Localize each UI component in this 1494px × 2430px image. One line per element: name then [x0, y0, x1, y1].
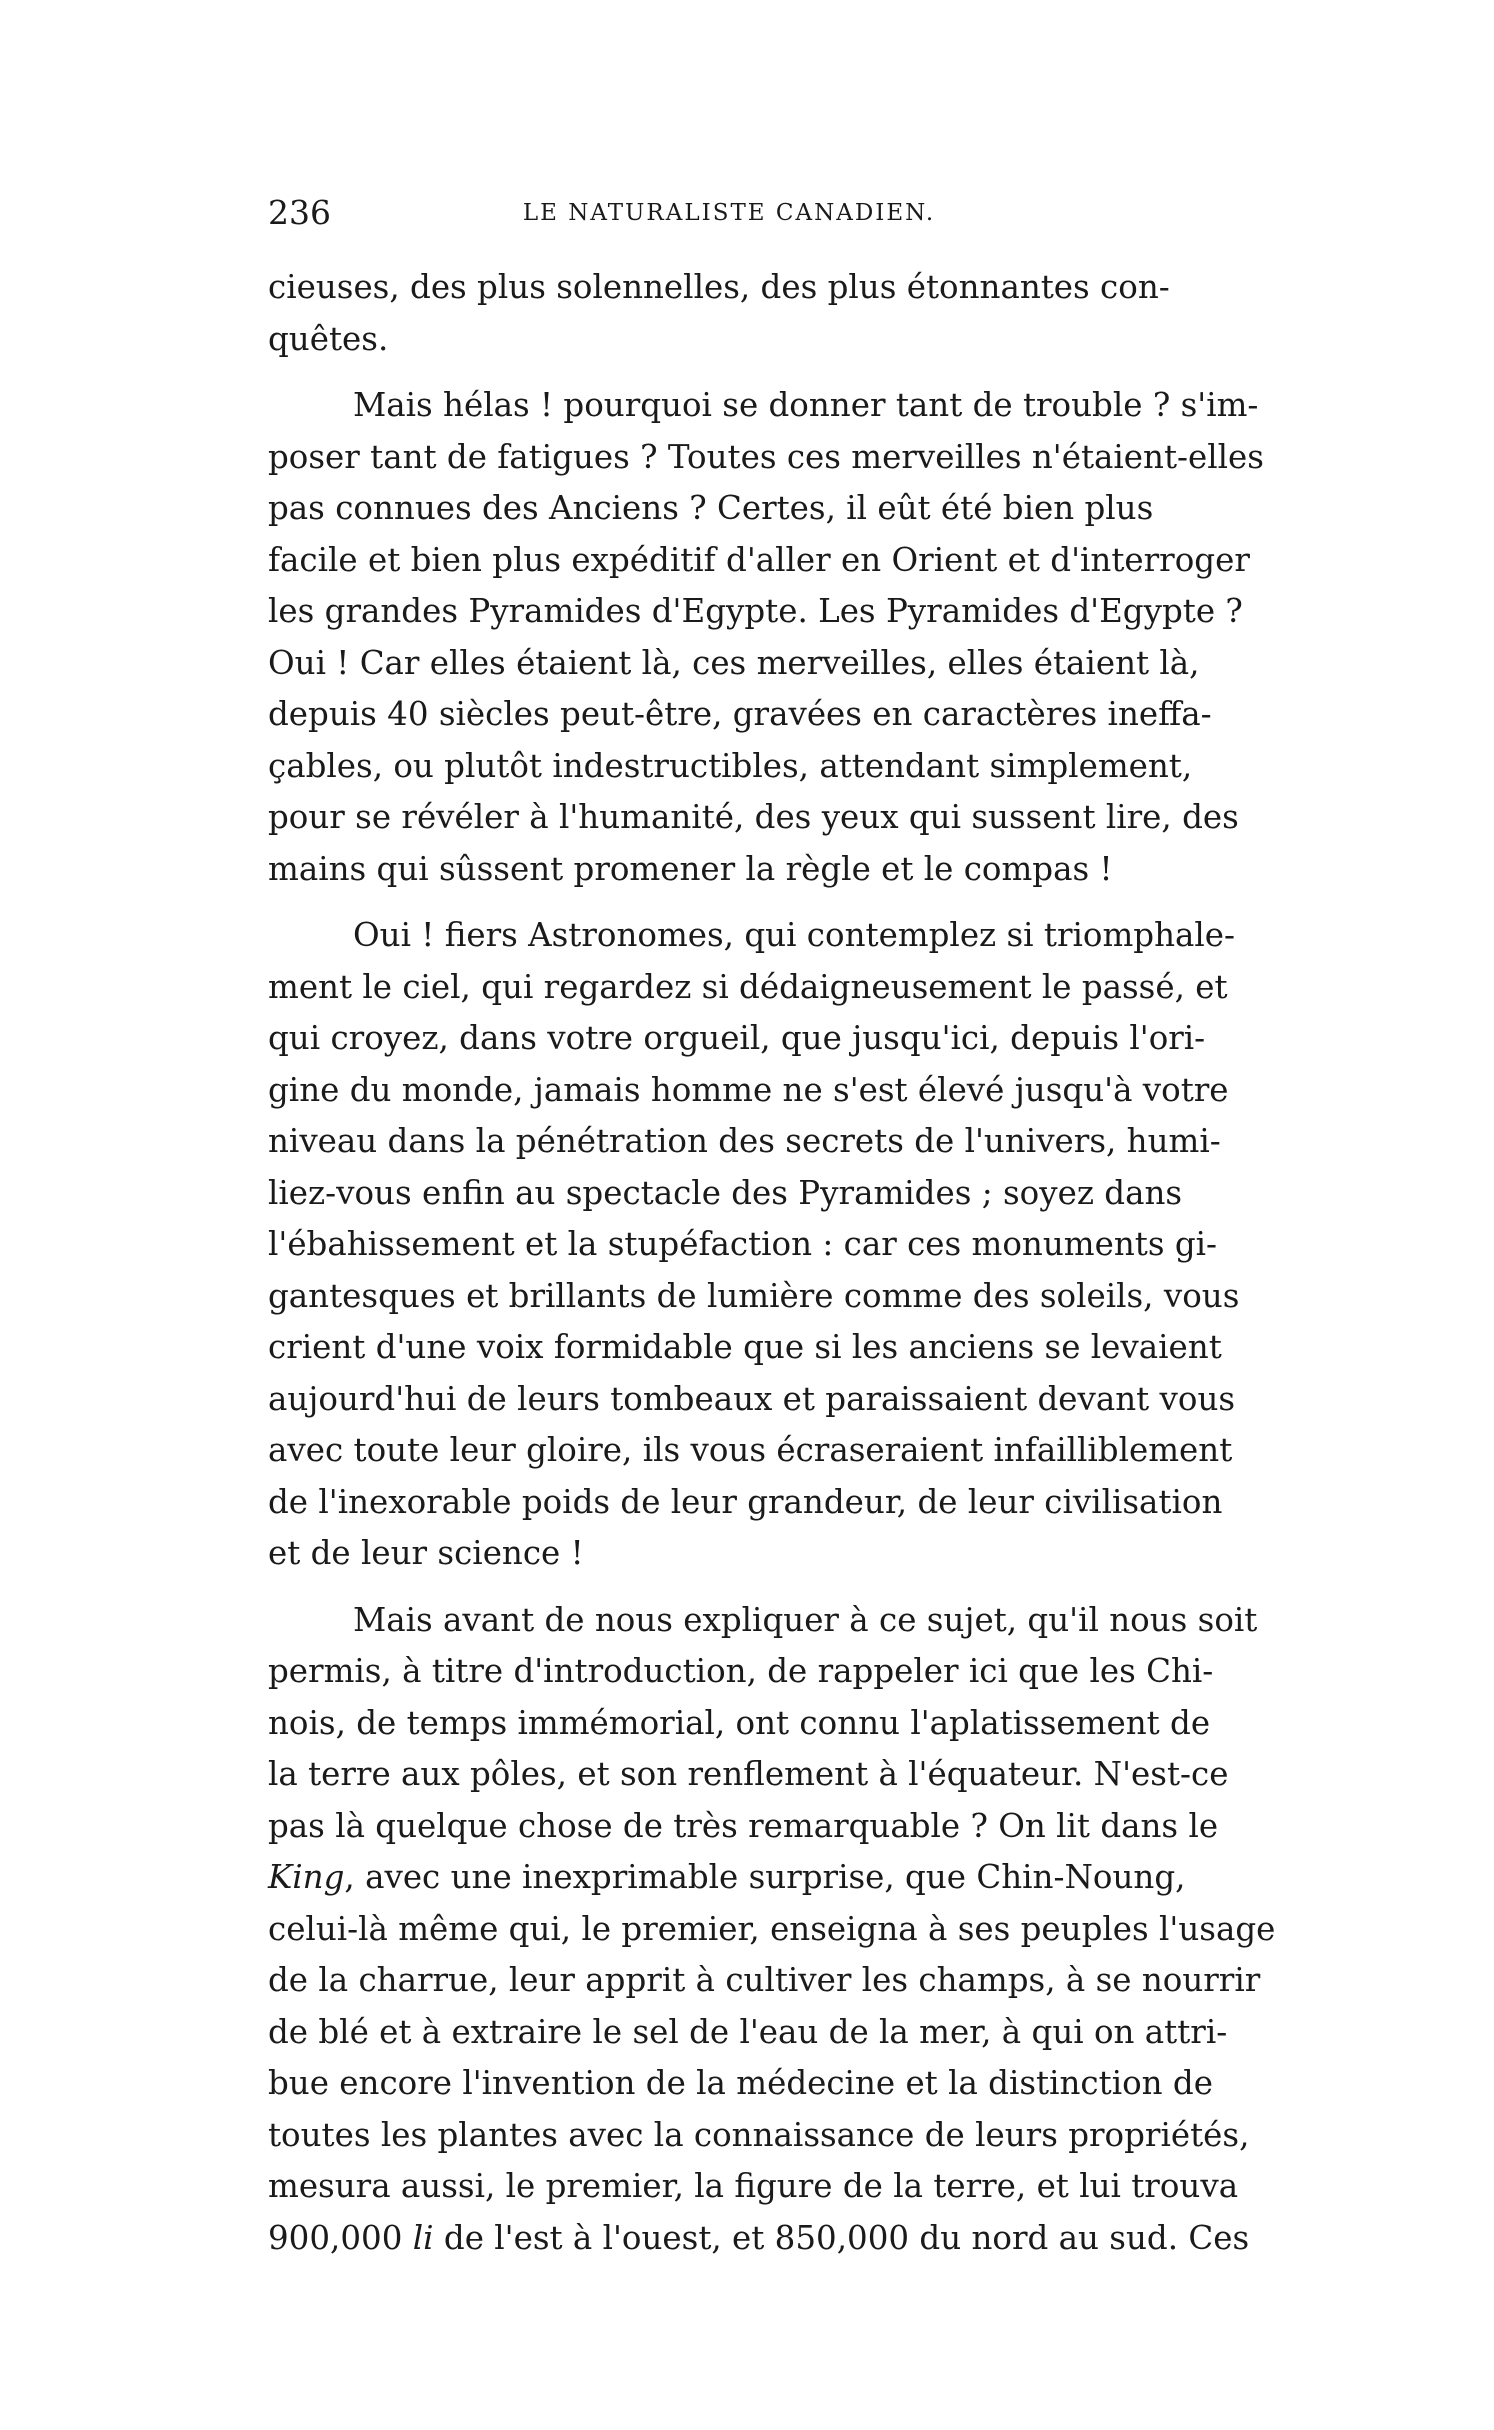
text-line: bue encore l'invention de la médecine et la distinction de	[268, 2064, 1213, 2102]
text-line: liez-vous enfin au spectacle des Pyramides ; soyez dans	[268, 1173, 1183, 1212]
page-number: 236	[268, 193, 331, 232]
text-line	[268, 2213, 1250, 2265]
text-line: pas là quelque chose de très remarquable ? On lit dans le	[268, 1806, 1219, 1845]
text-line: cieuses, des plus solennelles, des plus étonnantes con-	[268, 268, 1170, 306]
text-fragment: 900,000	[268, 2218, 403, 2257]
text-line: pour se révéler à l'humanité, des yeux qui sussent lire, des	[268, 798, 1239, 836]
text-line: Mais avant de nous expliquer à ce sujet, qu'il nous soit	[353, 1600, 1258, 1639]
text-fragment: , avec une inexprimable surprise, que Chin-Noung,	[344, 1858, 1186, 1896]
text-line: Oui ! fiers Astronomes, qui contemplez si triomphale-	[353, 916, 1236, 954]
paragraph-4	[268, 1595, 1276, 2265]
text-line: de blé et à extraire le sel de l'eau de la mer, à qui on attri-	[268, 2012, 1228, 2051]
running-head	[268, 190, 1150, 236]
text-line: de l'inexorable poids de leur grandeur, de leur civilisation	[268, 1482, 1223, 1521]
text-line: mains qui sûssent promener la règle et le compas !	[268, 849, 1113, 888]
text-line: poser tant de fatigues ? Toutes ces merveilles n'étaient-elles	[268, 437, 1264, 476]
text-line: nois, de temps immémorial, ont connu l'aplatissement de	[268, 1703, 1211, 1742]
text-line: l'ébahissement et la stupéfaction : car ces monuments gi-	[268, 1225, 1218, 1263]
text-fragment: de l'est à l'ouest, et 850,000 du nord au sud. Ces	[443, 2218, 1250, 2257]
text-line: permis, à titre d'introduction, de rappeler ici que les Chi-	[268, 1652, 1214, 1690]
text-line: les grandes Pyramides d'Egypte. Les Pyramides d'Egypte ?	[268, 592, 1243, 630]
body-text	[268, 262, 1276, 2264]
text-line: crient d'une voix formidable que si les anciens se levaient	[268, 1328, 1222, 1366]
text-line: gine du monde, jamais homme ne s'est élevé jusqu'à votre	[268, 1070, 1229, 1109]
text-line: celui-là même qui, le premier, enseigna à ses peuples l'usage	[268, 1909, 1276, 1948]
text-line: mesura aussi, le premier, la figure de la terre, et lui trouva	[268, 2167, 1239, 2205]
paragraph-3	[268, 910, 1240, 1580]
italic-term-li: li	[412, 2218, 434, 2257]
text-line: aujourd'hui de leurs tombeaux et paraissaient devant vous	[268, 1379, 1236, 1418]
text-line: toutes les plantes avec la connaissance de leurs propriétés,	[268, 2115, 1250, 2154]
text-line: qui croyez, dans votre orgueil, que jusqu'ici, depuis l'ori-	[268, 1019, 1206, 1057]
text-line: çables, ou plutôt indestructibles, attendant simplement,	[268, 746, 1193, 785]
text-line: gantesques et brillants de lumière comme des soleils, vous	[268, 1276, 1240, 1315]
paragraph-1	[268, 262, 1170, 365]
running-title: LE NATURALISTE CANADIEN.	[522, 200, 936, 226]
text-line: Oui ! Car elles étaient là, ces merveilles, elles étaient là,	[268, 643, 1200, 682]
paragraph-2	[268, 380, 1264, 895]
text-line: ment le ciel, qui regardez si dédaigneusement le passé, et	[268, 967, 1228, 1006]
text-line: Mais hélas ! pourquoi se donner tant de trouble ? s'im-	[353, 386, 1259, 424]
text-line: quêtes.	[268, 319, 389, 358]
text-line: et de leur science !	[268, 1534, 584, 1572]
text-line: depuis 40 siècles peut-être, gravées en caractères ineffa-	[268, 695, 1212, 733]
italic-term-king: King	[268, 1858, 345, 1896]
text-line: la terre aux pôles, et son renflement à l'équateur. N'est-ce	[268, 1755, 1229, 1793]
text-line: pas connues des Anciens ? Certes, il eût été bien plus	[268, 489, 1154, 527]
text-line: facile et bien plus expéditif d'aller en Orient et d'interroger	[268, 540, 1250, 579]
text-line: de la charrue, leur apprit à cultiver les champs, à se nourrir	[268, 1961, 1261, 1999]
text-line	[268, 1852, 1186, 1904]
text-line: niveau dans la pénétration des secrets de l'univers, humi-	[268, 1122, 1221, 1160]
text-line: avec toute leur gloire, ils vous écraseraient infailliblement	[268, 1431, 1233, 1469]
